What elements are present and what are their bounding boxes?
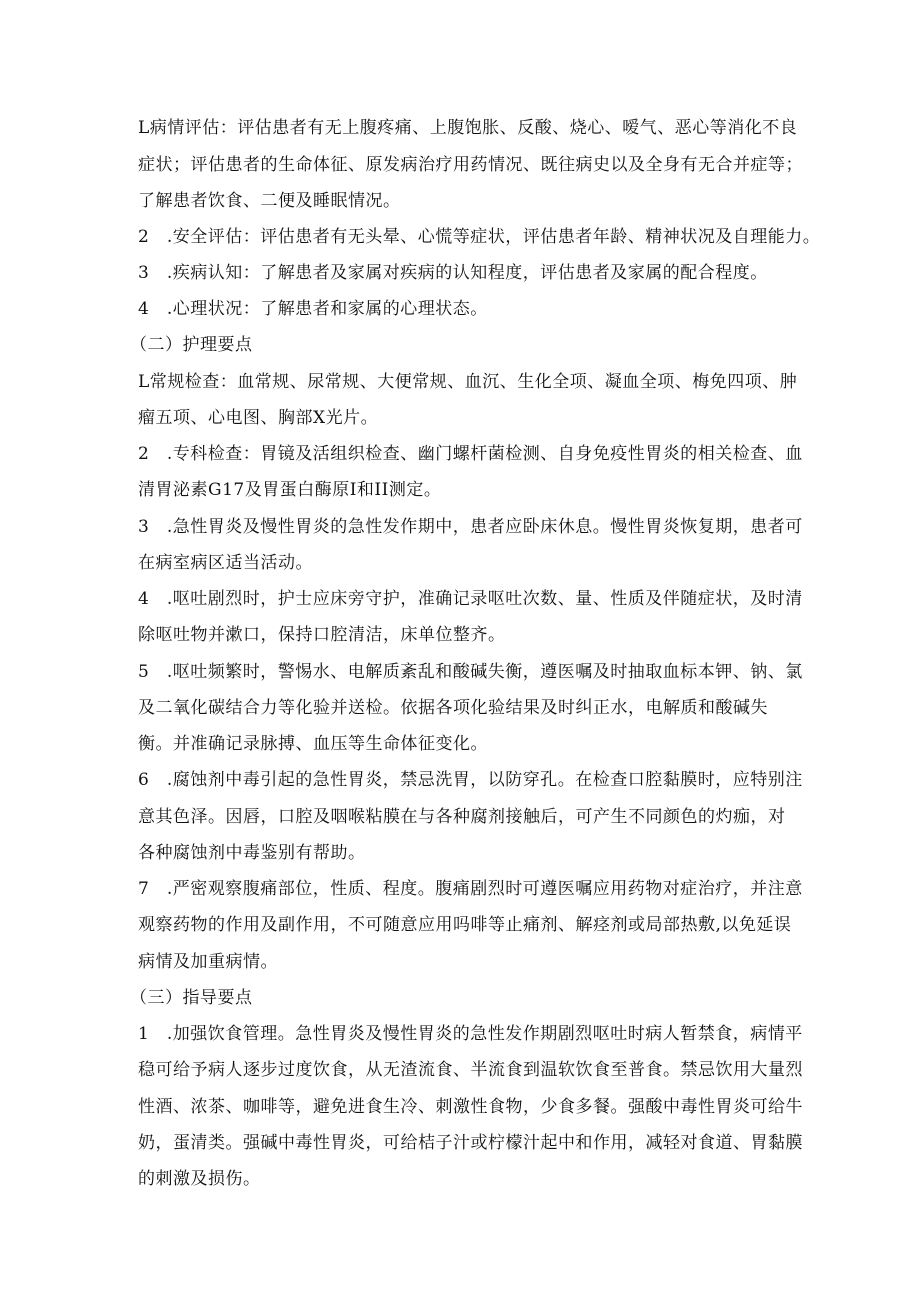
text-line: 瘤五项、心电图、胸部X光片。 [138, 408, 379, 428]
text-line: 在病室病区适当活动。 [138, 553, 313, 573]
text-line: 奶，蛋清类。强碱中毒性胃炎，可给桔子汁或柠檬汁起中和作用，减轻对食道、胃黏膜 [138, 1133, 803, 1153]
text-line: L常规检查：血常规、尿常规、大便常规、血沉、生化全项、凝血全项、梅免四项、肿 [138, 372, 798, 392]
text-line: 的刺激及损伤。 [138, 1169, 261, 1189]
text-line: 7 .严密观察腹痛部位，性质、程度。腹痛剧烈时可遵医嘱应用药物对症治疗，并注意 [138, 879, 803, 899]
text-line: 性酒、浓茶、咖啡等，避免进食生冷、刺激性食物，少食多餐。强酸中毒性胃炎可给牛 [138, 1097, 803, 1117]
text-line: 观察药物的作用及副作用，不可随意应用吗啡等止痛剂、解痉剂或局部热敷,以免延误 [138, 915, 792, 935]
text-line: 各种腐蚀剂中毒鉴别有帮助。 [138, 843, 366, 863]
section-heading: （三）指导要点 [130, 988, 253, 1008]
text-line: L病情评估：评估患者有无上腹疼痛、上腹饱胀、反酸、烧心、嗳气、恶心等消化不良 [138, 118, 798, 138]
text-line: 了解患者饮食、二便及睡眠情况。 [138, 191, 401, 211]
text-line: 4 .心理状况：了解患者和家属的心理状态。 [138, 299, 488, 319]
text-line: 意其色泽。因唇，口腔及咽喉粘膜在与各种腐剂接触后，可产生不同颜色的灼痂，对 [138, 807, 786, 827]
text-line: 衡。并准确记录脉搏、血压等生命体征变化。 [138, 734, 488, 754]
text-line: 6 .腐蚀剂中毒引起的急性胃炎，禁忌洗胃，以防穿孔。在检查口腔黏膜时，应特别注 [138, 770, 803, 790]
text-line: 清胃泌素G17及胃蛋白酶原I和II测定。 [138, 480, 442, 500]
text-line: 2 .专科检查：胃镜及活组织检查、幽门螺杆菌检测、自身免疫性胃炎的相关检查、血 [138, 444, 803, 464]
text-line: 3 .疾病认知：了解患者及家属对疾病的认知程度，评估患者及家属的配合程度。 [138, 263, 768, 283]
text-line: 稳可给予病人逐步过度饮食，从无渣流食、半流食到温软饮食至普食。禁忌饮用大量烈 [138, 1060, 803, 1080]
text-line: 5 .呕吐频繁时，警惕水、电解质紊乱和酸碱失衡，遵医嘱及时抽取血标本钾、钠、氯 [138, 662, 803, 682]
text-line: 症状；评估患者的生命体征、原发病治疗用药情况、既往病史以及全身有无合并症等； [138, 155, 803, 175]
text-line: 3 .急性胃炎及慢性胃炎的急性发作期中，患者应卧床休息。慢性胃炎恢复期，患者可 [138, 517, 803, 537]
text-line: 病情及加重病情。 [138, 952, 278, 972]
text-line: 及二氧化碳结合力等化验并送检。依据各项化验结果及时纠正水，电解质和酸碱失 [138, 698, 768, 718]
text-line: 除呕吐物并漱口，保持口腔清洁，床单位整齐。 [138, 625, 506, 645]
text-line: 2 .安全评估：评估患者有无头晕、心慌等症状，评估患者年龄、精神状况及自理能力。 [138, 227, 821, 247]
text-line: 4 .呕吐剧烈时，护士应床旁守护，准确记录呕吐次数、量、性质及伴随症状，及时清 [138, 589, 803, 609]
section-heading: （二）护理要点 [130, 335, 253, 355]
text-line: 1 .加强饮食管理。急性胃炎及慢性胃炎的急性发作期剧烈呕吐时病人暂禁食，病情平 [138, 1024, 803, 1044]
